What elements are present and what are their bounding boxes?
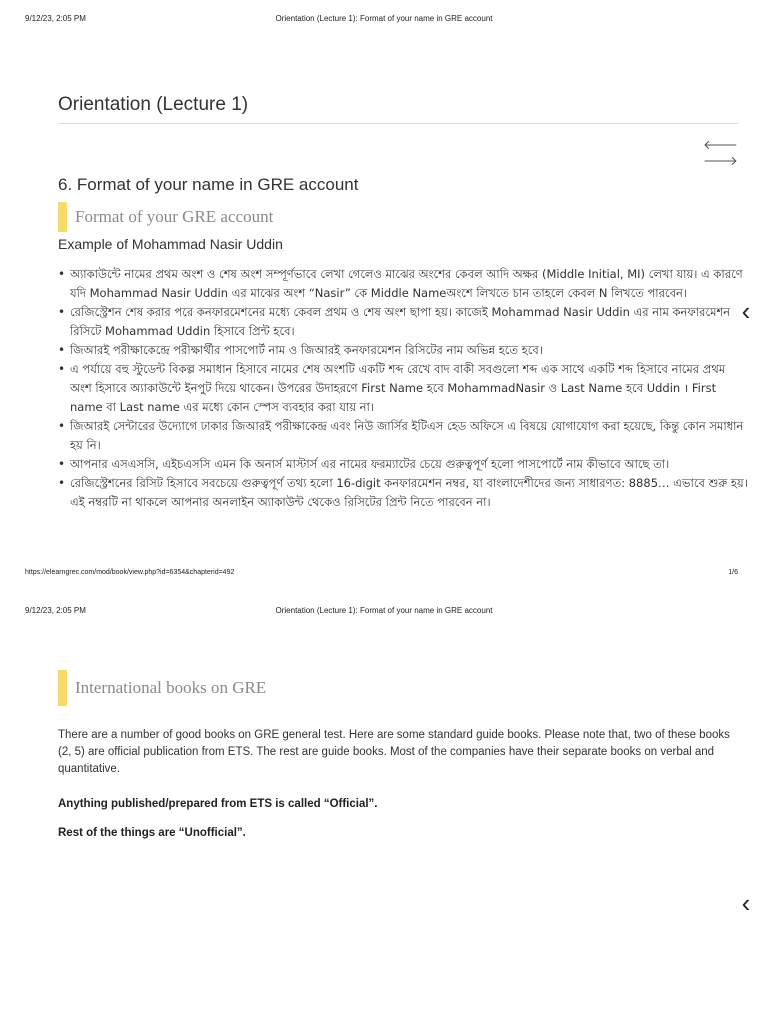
name-format-list <box>58 265 750 512</box>
section-callout-books: International books on GRE <box>58 670 266 706</box>
print-title: Orientation (Lecture 1): Format of your name in GRE account <box>275 14 493 23</box>
prev-next-arrows-icon[interactable]: 🡐 🡒 <box>703 137 740 168</box>
book-title: Orientation (Lecture 1) <box>58 94 738 124</box>
print-date: 9/12/23, 2:05 PM <box>25 606 86 615</box>
list-item: • রেজিস্ট্রেশন শেষ করার পরে কনফারমেশনের মধ্যে কেবল প্রথম ও শেষ অংশ ছাপা হয়। কাজেই Mohammad Nasir Uddin এর নাম কনফারমেশন রিসিটে Mohammad Uddin হিসাবে প্রিন্ট হবে। <box>70 303 750 341</box>
chapter-title: 6. Format of your name in GRE account <box>58 175 359 194</box>
official-note: Anything published/prepared from ETS is called “Official”. <box>58 798 378 810</box>
print-date: 9/12/23, 2:05 PM <box>25 14 86 23</box>
list-item: • রেজিস্ট্রেশনের রিসিট হিসাবে সবচেয়ে গুরুত্বপূর্ণ তথ্য হলো 16-digit কনফারমেশন নম্বর, যা বাংলাদেশীদের জন্য সাধারণত: 8885… এভাবে শুরু হয়। এই নম্বরটি না থাকলে আপনার অনলাইন অ্যাকাউন্ট থেকেও রিসিটের প্রিন্ট নিতে পারবেন না। <box>70 474 750 512</box>
unofficial-note: Rest of the things are “Unofficial”. <box>58 827 246 839</box>
books-intro: There are a number of good books on GRE general test. Here are some standard guide books. Please note that, two of these books (2, 5) are official publication from ETS. The rest are guide books. Most of the companies have their separate books on verbal and quantitative. <box>58 729 730 775</box>
list-item: • জিআরই সেন্টারের উদ্যোগে ঢাকার জিআরই পরীক্ষাকেন্দ্র এবং নিউ জার্সির ইটিএস হেড অফিসে এ বিষয়ে যোগাযোগ করা হয়েছে, কিন্তু কোন সমাধান হয় নি। <box>70 417 750 455</box>
list-item: • অ্যাকাউন্টে নামের প্রথম অংশ ও শেষ অংশ সম্পূর্ণভাবে লেখা গেলেও মাঝের অংশের কেবল আদি অক্ষর (Middle Initial, MI) লেখা যায়। এ কারণে যদি Mohammad Nasir Uddin এর মাঝের অংশ “Nasir” কে Middle Nameঅংশে লিখতে চান তাহলে কেবল N লিখতে পারবেন। <box>70 265 750 303</box>
list-item: • জিআরই পরীক্ষাকেন্দ্রে পরীক্ষার্থীর পাসপোর্ট নাম ও জিআরই কনফারমেশন রিসিটের নাম অভিন্ন হতে হবে। <box>70 341 750 360</box>
previous-page-chevron-icon[interactable]: ‹ <box>741 888 751 918</box>
previous-page-chevron-icon[interactable]: ‹ <box>741 296 751 326</box>
example-heading: Example of Mohammad Nasir Uddin <box>58 236 283 252</box>
print-header-page-2 <box>25 606 743 618</box>
chapter-nav[interactable] <box>703 137 768 169</box>
print-header <box>25 14 743 26</box>
list-item: • আপনার এসএসসি, এইচএসসি এমন কি অনার্স মাস্টার্স এর নামের ফরম্যাটের চেয়ে গুরুত্বপূর্ণ হলো পাসপোর্টে নাম কীভাবে আছে তা। <box>70 455 750 474</box>
print-title: Orientation (Lecture 1): Format of your name in GRE account <box>275 606 493 615</box>
section-callout: Format of your GRE account <box>58 202 273 232</box>
print-url: https://elearngrec.com/mod/book/view.php?id=6354&chapterid=492 <box>25 569 235 576</box>
list-item: • এ পর্যায়ে বহু স্টুডেন্ট বিকল্প সমাধান হিসাবে নামের শেষ অংশটি একটি শব্দ রেখে বাদ বাকী সবগুলো শব্দ এক সাথে একটি শব্দ হিসাবে নামের প্রথম অংশ হিসাবে অ্যাকাউন্টে ইনপুট দিয়ে থাকেন। উপরের উদাহরণে First Name হবে MohammadNasir ও Last Name হবে Uddin । First name বা Last name এর মধ্যে কোন স্পেস ব্যবহার করা যায় না। <box>70 360 750 417</box>
print-page-number: 1/6 <box>728 569 738 576</box>
